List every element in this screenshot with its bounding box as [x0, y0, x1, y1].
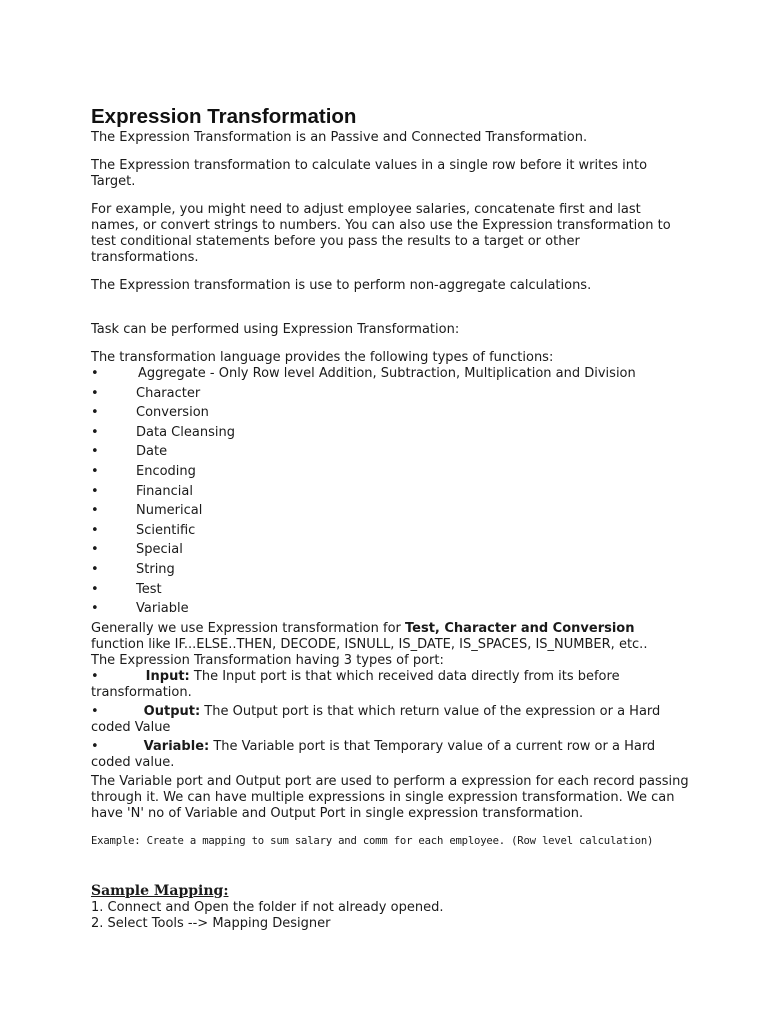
bullet-icon: •	[91, 366, 99, 381]
bullet-icon: •	[91, 668, 99, 684]
bullet-icon: •	[91, 542, 99, 558]
port-item-input	[91, 669, 691, 701]
ports-list	[91, 669, 691, 771]
port-item-output	[91, 704, 691, 736]
list-item	[91, 562, 691, 578]
sample-mapping-heading: Sample Mapping:	[91, 882, 229, 899]
ports-intro: The Expression Transformation having 3 types of port:	[91, 652, 444, 668]
functions-intro: The transformation language provides the following types of functions:	[91, 350, 554, 365]
example-paragraph: For example, you might need to adjust employee salaries, concatenate first and last names, or convert strings to numbers. You can also use the Expression transformation to test conditional statements before you pass the results to a target or other transformations.	[91, 202, 671, 265]
list-item	[91, 503, 691, 519]
list-item-label: Conversion	[136, 405, 209, 421]
list-item	[91, 386, 691, 402]
port-label: Input:	[145, 668, 190, 684]
bullet-icon: •	[91, 385, 99, 401]
list-item	[91, 582, 691, 598]
list-item-label: Financial	[136, 483, 193, 499]
functions-list	[91, 366, 691, 617]
example-line: Example: Create a mapping to sum salary and comm for each employee. (Row level calculation)	[91, 834, 654, 847]
step-item: 2. Select Tools --> Mapping Designer	[91, 915, 331, 931]
bullet-icon: •	[91, 522, 99, 538]
list-item	[91, 425, 691, 441]
port-description: The Input port is that which received data directly from its before transformation.	[91, 668, 620, 700]
list-item	[91, 601, 691, 617]
usage-text-before: Generally we use Expression transformation for	[91, 620, 406, 636]
list-item-label: Numerical	[136, 503, 203, 519]
bullet-icon: •	[91, 483, 99, 499]
list-item-label: Encoding	[136, 463, 196, 479]
steps-list	[91, 900, 691, 932]
list-item-label: Special	[136, 542, 183, 558]
bullet-icon: •	[91, 561, 99, 577]
bullet-icon: •	[91, 581, 99, 597]
port-label: Variable:	[143, 738, 210, 754]
port-description: The Output port is that which return value of the expression or a Hard coded Value	[91, 703, 661, 735]
page-title: Expression Transformation	[91, 105, 357, 128]
list-item	[91, 523, 691, 539]
bullet-icon: •	[91, 463, 99, 479]
list-item-label: String	[136, 561, 175, 577]
calc-paragraph: The Expression transformation to calculate values in a single row before it writes into Target.	[91, 158, 648, 189]
list-item	[91, 366, 691, 382]
bullet-icon: •	[91, 738, 99, 754]
list-item	[91, 484, 691, 500]
list-item-label: Variable	[136, 601, 189, 617]
list-item-label: Aggregate - Only Row level Addition, Subtraction, Multiplication and Division	[138, 366, 636, 381]
list-item-label: Data Cleansing	[136, 424, 235, 440]
bullet-icon: •	[91, 444, 99, 460]
port-label: Output:	[143, 703, 201, 719]
task-heading: Task can be performed using Expression Transformation:	[91, 322, 460, 337]
intro-paragraph: The Expression Transformation is an Passive and Connected Transformation.	[91, 130, 588, 145]
port-description: The Variable port is that Temporary value of a current row or a Hard coded value.	[91, 738, 656, 770]
list-item-label: Scientific	[136, 522, 196, 538]
step-item: 1. Connect and Open the folder if not already opened.	[91, 899, 444, 915]
bullet-icon: •	[91, 405, 99, 421]
usage-bold-text: Test, Character and Conversion	[405, 620, 635, 636]
list-item	[91, 405, 691, 421]
port-item-variable	[91, 739, 691, 771]
usage-text-after: function like IF...ELSE..THEN, DECODE, ISNULL, IS_DATE, IS_SPACES, IS_NUMBER, etc..	[91, 636, 648, 652]
non-aggregate-paragraph: The Expression transformation is use to perform non-aggregate calculations.	[91, 278, 592, 293]
list-item	[91, 464, 691, 480]
bullet-icon: •	[91, 503, 99, 519]
list-item-label: Test	[136, 581, 162, 597]
closing-paragraph: The Variable port and Output port are used to perform a expression for each record passing through it. We can have multiple expressions in single expression transformation. We can have 'N' no of Variable and Output Port in single expression transformation.	[91, 773, 689, 821]
list-item	[91, 444, 691, 460]
bullet-icon: •	[91, 424, 99, 440]
bullet-icon: •	[91, 703, 99, 719]
document-page	[91, 104, 691, 932]
usage-paragraph	[91, 621, 691, 653]
bullet-icon: •	[91, 601, 99, 617]
list-item	[91, 542, 691, 558]
list-item-label: Character	[136, 385, 201, 401]
list-item-label: Date	[136, 444, 168, 460]
